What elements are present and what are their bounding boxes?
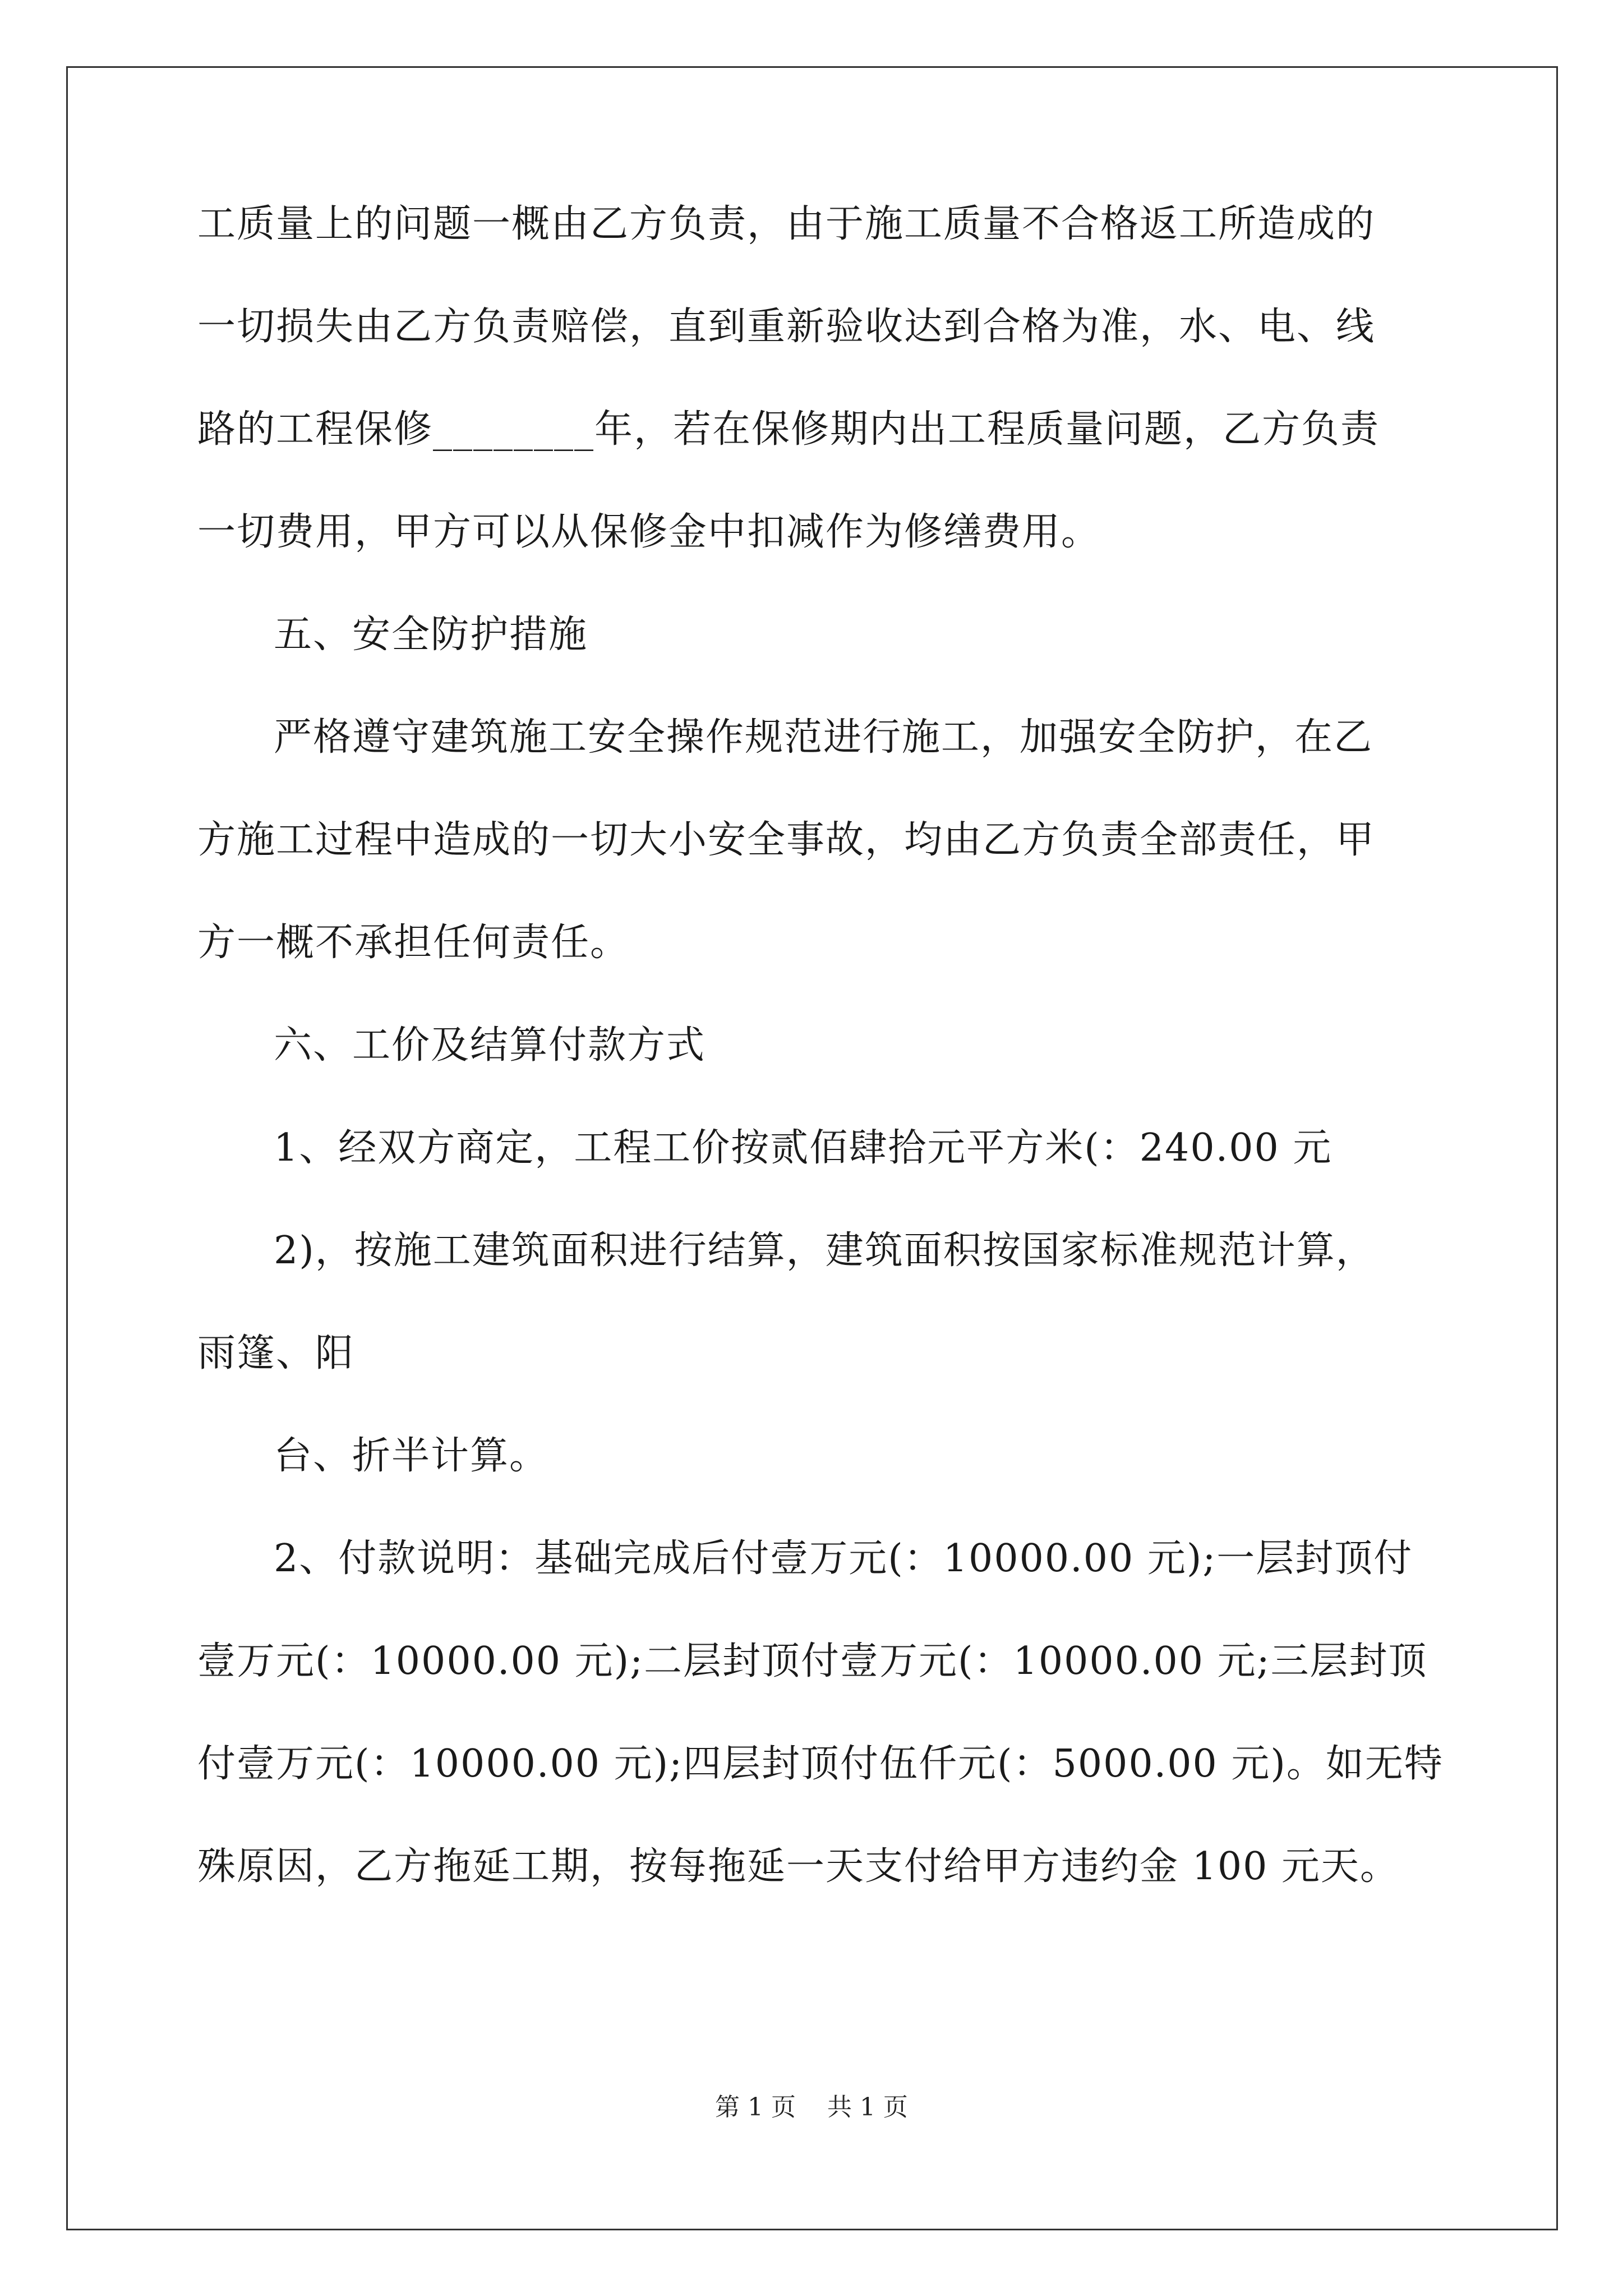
- text-line: 2)，按施工建筑面积进行结算，建筑面积按国家标准规范计算，: [274, 1228, 1375, 1273]
- text-line: 壹万元(：10000.00 元);二层封顶付壹万元(：10000.00 元;三层封顶: [197, 1639, 1428, 1683]
- text-line: 严格遵守建筑施工安全操作规范进行施工，加强安全防护，在乙: [274, 715, 1373, 760]
- text-line: 路的工程保修________年，若在保修期内出工程质量问题，乙方负责: [197, 407, 1380, 452]
- section-heading: 六、工价及结算付款方式: [274, 1023, 706, 1068]
- text-line: 1、经双方商定，工程工价按贰佰肆拾元平方米(：240.00 元: [274, 1126, 1332, 1170]
- text-line: 方一概不承担任何责任。: [197, 921, 630, 965]
- text-line: 一切损失由乙方负责赔偿，直到重新验收达到合格为准，水、电、线: [197, 305, 1376, 349]
- section-heading: 五、安全防护措施: [274, 613, 588, 657]
- text-line: 付壹万元(：10000.00 元);四层封顶付伍仟元(：5000.00 元)。如无特: [197, 1742, 1444, 1786]
- page-number-footer: 第 1 页 共 1 页: [715, 2093, 908, 2122]
- text-line: 雨篷、阳: [197, 1331, 355, 1375]
- text-line: 2、付款说明：基础完成后付壹万元(：10000.00 元);一层封顶付: [274, 1536, 1413, 1581]
- text-line: 方施工过程中造成的一切大小安全事故，均由乙方负责全部责任，甲: [197, 818, 1376, 862]
- text-line: 台、折半计算。: [274, 1434, 549, 1478]
- text-line: 工质量上的问题一概由乙方负责，由于施工质量不合格返工所造成的: [197, 202, 1376, 246]
- text-line: 殊原因，乙方拖延工期，按每拖延一天支付给甲方违约金 100 元天。: [197, 1844, 1400, 1889]
- text-line: 一切费用，甲方可以从保修金中扣减作为修缮费用。: [197, 510, 1101, 554]
